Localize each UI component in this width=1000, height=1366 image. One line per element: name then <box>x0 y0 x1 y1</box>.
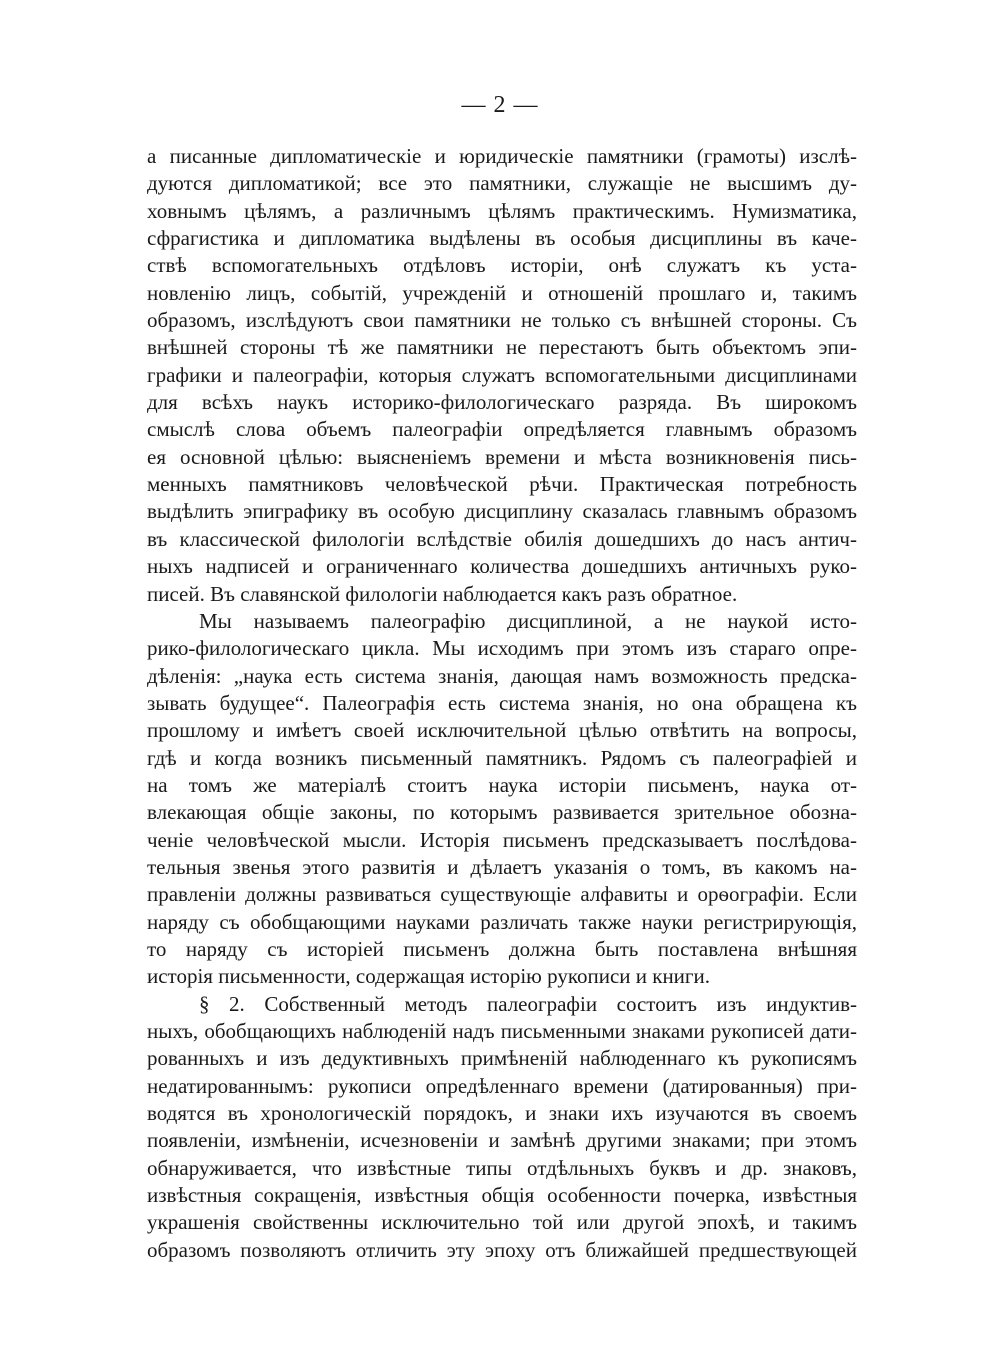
text-line: влекающая общіе законы, по которымъ развивается зрительное обозна- <box>147 800 857 825</box>
text-line: правленіи должны развиваться существующіе алфавиты и орѳографіи. Если <box>147 882 857 907</box>
text-line: § 2. Собственный методъ палеографіи состоитъ изъ индуктив- <box>199 991 857 1016</box>
text-line: прошлому и имѣетъ своей исключительной цѣлью отвѣтить на вопросы, <box>147 718 857 743</box>
text-line: гдѣ и когда возникъ письменный памятникъ. Рядомъ съ палеографіей и <box>147 745 857 770</box>
text-line: водятся въ хронологическій порядокъ, и знаки ихъ изучаются въ своемъ <box>147 1101 857 1126</box>
text-line: недатированнымъ: рукописи опредѣленнаго времени (датированныя) при- <box>147 1073 857 1098</box>
text-line: а писанные дипломатическіе и юридическіе памятники (грамоты) изслѣ- <box>147 144 857 168</box>
text-line: рованныхъ и изъ дедуктивныхъ примѣненій наблюденнаго къ рукописямъ <box>147 1046 857 1071</box>
text-line: менныхъ памятниковъ человѣческой рѣчи. Практическая потребность <box>147 472 857 497</box>
text-line: въ классической филологіи вслѣдствіе обилія дошедшихъ до насъ антич- <box>147 526 857 551</box>
text-line: Мы называемъ палеографію дисциплиной, а не наукой исто- <box>199 608 857 633</box>
page-number: — 2 — <box>461 92 539 118</box>
text-line: рико-филологическаго цикла. Мы исходимъ при этомъ изъ стараго опре- <box>147 636 857 661</box>
text-line: выдѣлить эпиграфику въ особую дисциплину сказалась главнымъ образомъ <box>147 499 857 524</box>
text-line: образомъ, изслѣдуютъ свои памятники не только съ внѣшней стороны. Съ <box>147 308 857 333</box>
text-line: сфрагистика и дипломатика выдѣлены въ особыя дисциплины въ каче- <box>147 226 857 251</box>
text-line: ченіе человѣческой мысли. Исторія письменъ предсказываетъ послѣдова- <box>147 827 857 852</box>
text-line: на томъ же матеріалѣ стоитъ наука исторіи письменъ, наука от- <box>147 772 857 797</box>
text-line: образомъ позволяютъ отличить эту эпоху отъ ближайшей предшествующей <box>147 1237 857 1262</box>
text-line: дѣленія: „наука есть система знанія, дающая намъ возможность предска- <box>147 663 857 688</box>
text-line: обнаруживается, что извѣстные типы отдѣльныхъ буквъ и др. знаковъ, <box>147 1155 857 1180</box>
text-line: писей. Въ славянской филологіи наблюдается какъ разъ обратное. <box>147 581 738 606</box>
text-line: ея основной цѣлью: выясненіемъ времени и мѣста возникновенія пись- <box>147 444 857 469</box>
text-line: извѣстныя сокращенія, извѣстныя общія особенности почерка, извѣстныя <box>147 1183 857 1208</box>
text-line: то наряду съ исторіей письменъ должна быть поставлена внѣшняя <box>147 936 857 961</box>
text-line: ныхъ надписей и ограниченнаго количества дошедшихъ античныхъ руко- <box>147 554 857 579</box>
text-line: новленію лицъ, событій, учрежденій и отношеній прошлаго и, такимъ <box>147 280 857 305</box>
text-line: смыслѣ слова объемъ палеографіи опредѣляется главнымъ образомъ <box>147 417 857 442</box>
text-line: для всѣхъ наукъ историко-филологическаго разряда. Въ широкомъ <box>147 390 857 415</box>
text-line: графики и палеографіи, которыя служатъ вспомогательными дисциплинами <box>147 362 857 387</box>
text-line: ствѣ вспомогательныхъ отдѣловъ исторіи, онѣ служатъ къ уста- <box>147 253 857 278</box>
text-line: внѣшней стороны тѣ же памятники не перестаютъ быть объектомъ эпи- <box>147 335 857 360</box>
text-line: появленіи, измѣненіи, исчезновеніи и замѣнѣ другими знаками; при этомъ <box>147 1128 857 1153</box>
text-line: зывать будущее“. Палеографія есть система знанія, но она обращена къ <box>147 690 857 715</box>
text-line: наряду съ обобщающими науками различать также науки регистрирующія, <box>147 909 857 934</box>
text-line: исторія письменности, содержащая исторію рукописи и книги. <box>147 964 711 989</box>
text-line: дуются дипломатикой; все это памятники, служащіе не высшимъ ду- <box>147 171 857 196</box>
body-text <box>147 143 857 1264</box>
text-line: ныхъ, обобщающихъ наблюденій надъ письменными знаками рукописей дати- <box>147 1019 857 1043</box>
text-line: тельныя звенья этого развитія и дѣлаетъ указанія о томъ, въ какомъ на- <box>147 854 857 879</box>
text-line: ховнымъ цѣлямъ, а различнымъ цѣлямъ практическимъ. Нумизматика, <box>147 198 857 223</box>
text-line: украшенія свойственны исключительно той или другой эпохѣ, и такимъ <box>147 1210 857 1235</box>
